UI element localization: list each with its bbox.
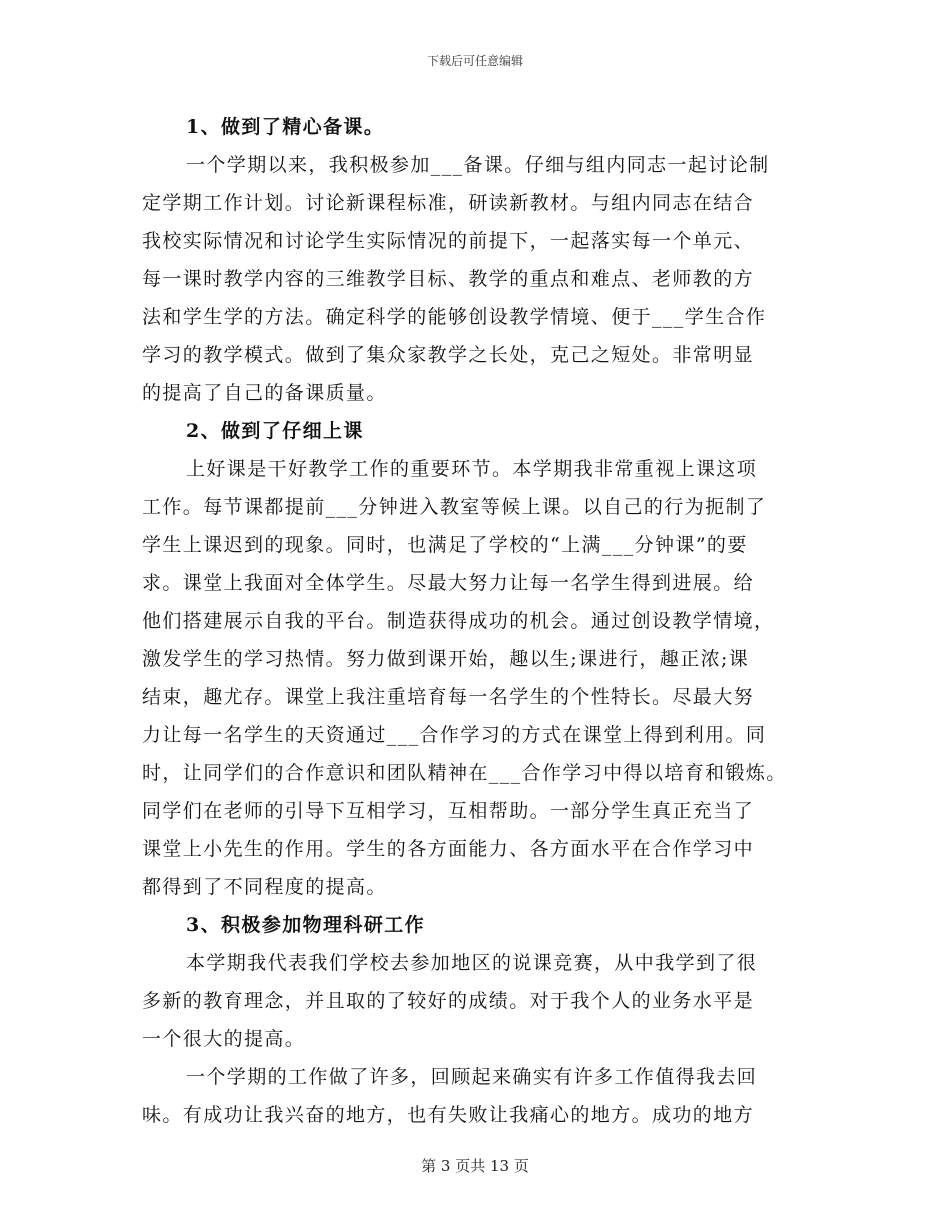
paragraph-line: 时，让同学们的合作意识和团队精神在___合作学习中得以培育和锻炼。: [142, 762, 787, 784]
section-heading-1: 1、做到了精心备课。: [186, 116, 385, 138]
paragraph-line: 每一课时教学内容的三维教学目标、教学的重点和难点、老师教的方: [142, 268, 755, 290]
document-body: [142, 108, 822, 1134]
paragraph-line: 上好课是干好教学工作的重要环节。本学期我非常重视上课这项: [186, 458, 758, 480]
paragraph-line: 求。课堂上我面对全体学生。尽最大努力让每一名学生得到进展。给: [142, 572, 755, 594]
paragraph-line: 法和学生学的方法。确定科学的能够创设教学情境、便于___学生合作: [142, 306, 767, 328]
paragraph-line: 同学们在老师的引导下互相学习，互相帮助。一部分学生真正充当了: [142, 800, 755, 822]
paragraph-line: 多新的教育理念，并且取的了较好的成绩。对于我个人的业务水平是: [142, 990, 755, 1012]
paragraph-line: 定学期工作计划。讨论新课程标准，研读新教材。与组内同志在结合: [142, 192, 755, 214]
page-number: 第 3 页共 13 页: [421, 1157, 529, 1175]
paragraph-line: 结束，趣尤存。课堂上我注重培育每一名学生的个性特长。尽最大努: [142, 686, 755, 708]
paragraph-line: 我校实际情况和讨论学生实际情况的前提下，一起落实每一个单元、: [142, 230, 755, 252]
paragraph-line: 一个很大的提高。: [142, 1028, 306, 1050]
paragraph-line: 的提高了自己的备课质量。: [142, 382, 387, 404]
paragraph-line: 学习的教学模式。做到了集众家教学之长处，克己之短处。非常明显: [142, 344, 755, 366]
paragraph-line: 一个学期以来，我积极参加___备课。仔细与组内同志一起讨论制: [186, 154, 770, 176]
paragraph-line: 力让每一名学生的天资通过___合作学习的方式在课堂上得到利用。同: [142, 724, 767, 746]
paragraph-line: 课堂上小先生的作用。学生的各方面能力、各方面水平在合作学习中: [142, 838, 755, 860]
paragraph-line: 激发学生的学习热情。努力做到课开始，趣以生;课进行，趣正浓;课: [142, 648, 750, 670]
section-heading-2: 2、做到了仔细上课: [186, 420, 364, 442]
paragraph-line: 本学期我代表我们学校去参加地区的说课竞赛，从中我学到了很: [186, 952, 758, 974]
section-heading-3: 3、积极参加物理科研工作: [186, 914, 426, 936]
page-header-note: 下载后可任意编辑: [426, 54, 523, 68]
paragraph-line: 一个学期的工作做了许多，回顾起来确实有许多工作值得我去回: [186, 1066, 758, 1088]
paragraph-line: 工作。每节课都提前___分钟进入教室等候上课。以自己的行为扼制了: [142, 496, 767, 518]
paragraph-line: 他们搭建展示自我的平台。制造获得成功的机会。通过创设教学情境，: [142, 610, 775, 632]
paragraph-line: 学生上课迟到的现象。同时，也满足了学校的“上满___分钟课”的要: [142, 534, 748, 556]
paragraph-line: 味。有成功让我兴奋的地方，也有失败让我痛心的地方。成功的地方: [142, 1104, 755, 1126]
paragraph-line: 都得到了不同程度的提高。: [142, 876, 387, 898]
